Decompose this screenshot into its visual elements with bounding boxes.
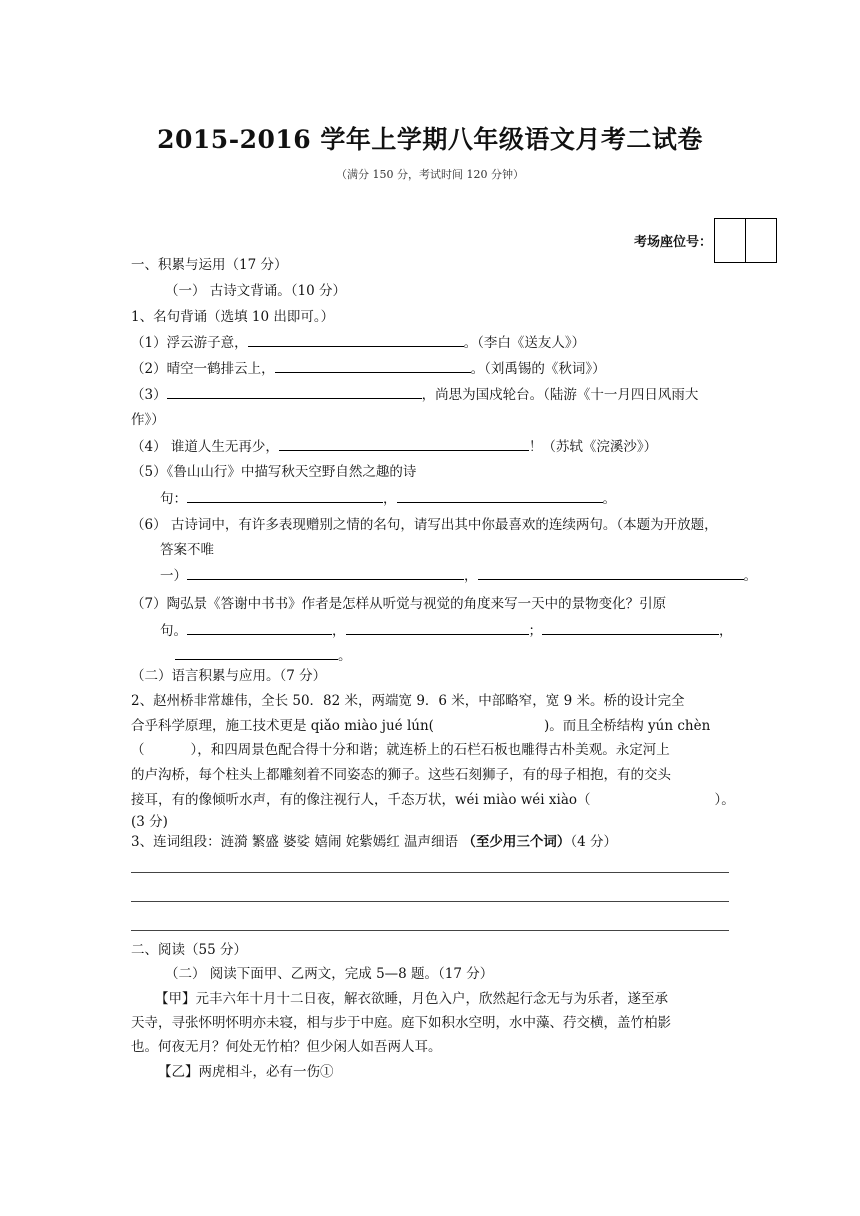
q1-1-blank[interactable]	[248, 332, 464, 347]
q1-6-comma: ，	[464, 568, 478, 584]
seat-box-2[interactable]	[746, 218, 777, 263]
part1-sub1-heading: （一） 古诗文背诵。（10 分）	[165, 283, 347, 299]
q1-5-blank-2[interactable]	[397, 488, 603, 503]
q1-item-4	[131, 436, 657, 457]
q1-5-label: 句：	[160, 491, 187, 507]
part2-heading: 二、阅读（55 分）	[131, 942, 247, 958]
q1-1-source: 。（李白《送友人》）	[463, 335, 586, 351]
q1-7-blank-2[interactable]	[346, 620, 529, 635]
q1-4-blank[interactable]	[279, 436, 529, 451]
q1-7-comma-1: ，	[332, 623, 346, 639]
q1-title: 1、名句背诵（选填 10 出即可。）	[131, 309, 335, 325]
q1-6-period: 。	[743, 568, 757, 584]
q2-pinyin-1: 合乎科学原理，施工技术更是 qiǎo miào jué lún(	[131, 718, 434, 734]
q1-7-blank-1[interactable]	[187, 620, 332, 635]
exam-title: 2015-2016 学年上学期八年级语文月考二试卷	[157, 125, 703, 154]
q1-3-source: ，尚思为国戍轮台。（陆游《十一月四日风雨大	[421, 387, 699, 403]
q3-words: 3、连词组段：涟漪 繁盛 婆娑 嬉闹 姹紫嫣红 温声细语	[131, 834, 463, 850]
q2-line-2	[131, 716, 710, 736]
q1-item-1	[131, 332, 585, 353]
q1-2-blank[interactable]	[275, 358, 471, 373]
passage-jia-line-1: 【甲】元丰六年十月十二日夜，解衣欲睡，月色入户，欣然起行念无与为乐者，遂至承	[155, 991, 668, 1007]
passage-yi-line-1: 【乙】两虎相斗，必有一伤①	[158, 1064, 334, 1080]
q2-paren-close: ）。	[714, 792, 735, 808]
q1-item-7: （7）陶弘景《答谢中书书》作者是怎样从听觉与视觉的角度来写一天中的景物变化？引原	[131, 596, 667, 612]
q1-7-comma-2: ，	[719, 623, 733, 639]
q2-line-3	[131, 740, 670, 760]
q1-4-prompt: （4） 谁道人生无再少，	[131, 439, 279, 455]
q1-5-blank-1[interactable]	[187, 488, 383, 503]
q1-7-answer-line-2	[175, 645, 352, 666]
q2-line-4: 的卢沟桥，每个柱头上都雕刻着不同姿态的狮子。这些石刻狮子，有的母子相抱，有的交头	[131, 767, 671, 783]
q3-requirement: （至少用三个词）	[462, 834, 571, 850]
q3-answer-line-1[interactable]	[131, 872, 729, 873]
seat-number-label: 考场座位号：	[634, 235, 713, 250]
q1-6-answer-line	[160, 565, 757, 586]
q2-score: (3 分)	[131, 814, 168, 830]
q1-item-3	[131, 384, 698, 405]
q3-answer-line-2[interactable]	[131, 901, 729, 902]
q1-5-answer-line	[160, 488, 616, 509]
q1-3-blank[interactable]	[167, 384, 422, 399]
q3-score: （4 分）	[570, 834, 617, 850]
q1-6-cont: 答案不唯	[160, 542, 214, 558]
exam-subtitle: （满分 150 分，考试时间 120 分钟）	[336, 168, 524, 181]
q1-6-blank-1[interactable]	[187, 565, 464, 580]
q1-7-period: 。	[338, 648, 352, 664]
q1-3-source-cont: 作》）	[131, 412, 165, 428]
part2-sub-heading: （二） 阅读下面甲、乙两文，完成 5—8 题。（17 分）	[165, 966, 494, 982]
passage-jia-line-3: 也。何夜无月？何处无竹柏？但少闲人如吾两人耳。	[131, 1039, 442, 1055]
q3-line	[131, 832, 617, 852]
part1-heading: 一、积累与运用（17 分）	[131, 257, 288, 273]
q1-7-blank-3[interactable]	[542, 620, 719, 635]
q1-7-semicolon: ；	[528, 623, 542, 639]
q1-3-prompt: （3）	[131, 387, 167, 403]
q1-5-comma: ，	[383, 491, 397, 507]
q3-answer-line-3[interactable]	[131, 930, 729, 931]
q1-6-label: 一）	[160, 568, 187, 584]
q1-1-prompt: （1）浮云游子意，	[131, 335, 248, 351]
q1-7-label: 句。	[160, 623, 187, 639]
q1-7-answer-line	[160, 620, 733, 641]
q1-item-2	[131, 358, 606, 379]
q1-5-period: 。	[602, 491, 616, 507]
q1-2-prompt: （2）晴空一鹤排云上，	[131, 361, 275, 377]
q1-7-blank-4[interactable]	[175, 645, 338, 660]
q1-item-5: （5）《鲁山山行》中描写秋天空野自然之趣的诗	[131, 464, 417, 480]
seat-box-1[interactable]	[714, 218, 746, 263]
q2-pinyin-2: )。而且全桥结构 yún chèn	[543, 718, 711, 734]
q2-pinyin-3: 接耳，有的像倾听水声，有的像注视行人，千态万状，wéi miào wéi xiào（	[131, 792, 591, 808]
part1-sub2-heading: （二）语言积累与应用。（7 分）	[131, 668, 327, 684]
q1-item-6: （6） 古诗词中，有许多表现赠别之情的名句，请写出其中你最喜欢的连续两句。（本题为开放题，	[131, 517, 718, 533]
passage-jia-line-2: 天寺，寻张怀明怀明亦未寝，相与步于中庭。庭下如积水空明，水中藻、荇交横，盖竹柏影	[131, 1015, 671, 1031]
q2-paren-open: （	[131, 742, 145, 758]
q1-4-source: ！（苏轼《浣溪沙》）	[528, 439, 658, 455]
q2-line-1: 2、赵州桥非常雄伟，全长 50．82 米，两端宽 9．6 米，中部略窄，宽 9 米。桥的设计完全	[131, 693, 685, 709]
seat-number-field	[634, 218, 777, 263]
q1-6-blank-2[interactable]	[478, 565, 744, 580]
q1-2-source: 。（刘禹锡的《秋词》）	[470, 361, 606, 377]
q2-line-3-text: ），和四周景色配合得十分和谐；就连桥上的石栏石板也雕得古朴美观。永定河上	[190, 742, 670, 758]
q2-line-5	[131, 790, 735, 810]
